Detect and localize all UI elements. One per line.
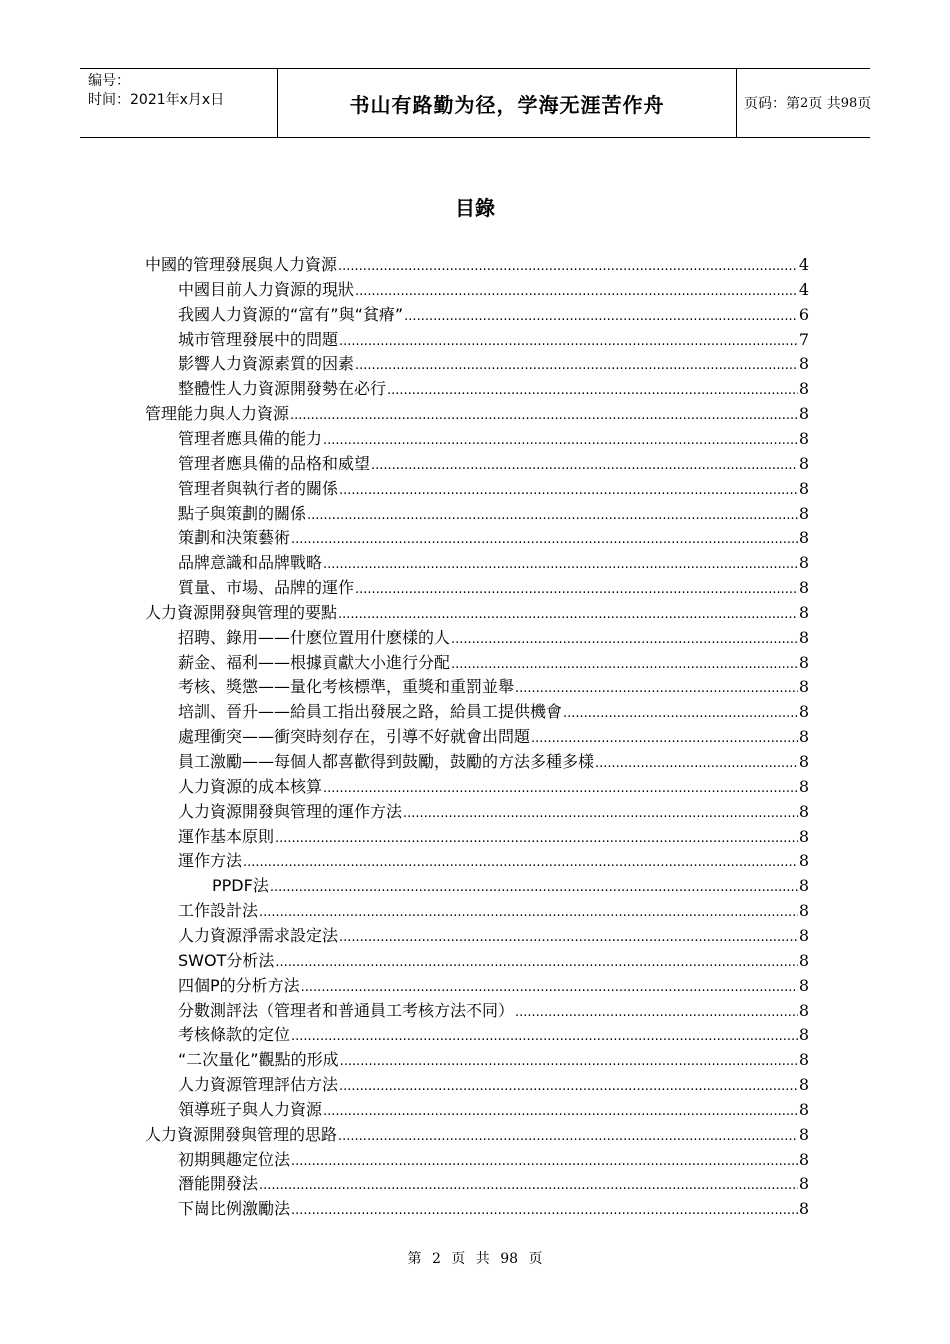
page-number: 2	[800, 95, 809, 111]
toc-entry[interactable]	[178, 775, 809, 799]
toc-entry-page: 8	[798, 826, 809, 846]
toc-entry[interactable]	[178, 825, 809, 849]
toc-leader-dots	[290, 404, 798, 428]
toc-entry-title: 影響人力資源素質的因素	[178, 354, 355, 374]
toc-leader-dots	[291, 528, 798, 552]
toc-leader-dots	[371, 454, 798, 478]
toc-entry-page: 8	[798, 578, 809, 598]
toc-leader-dots	[563, 702, 798, 726]
toc-entry-title: 員工激勵——每個人都喜歡得到鼓勵，鼓勵的方法多種多樣	[178, 752, 595, 771]
toc-entry-title: 管理者應具備的品格和威望	[178, 453, 371, 473]
toc-entry[interactable]	[178, 477, 809, 501]
toc-entry-page: 8	[798, 776, 809, 796]
toc-leader-dots	[451, 628, 798, 652]
toc-entry-page: 8	[798, 1124, 809, 1144]
toc-entry-page: 8	[798, 851, 809, 871]
page-mid: 页 共	[808, 96, 841, 112]
toc-entry-page: 8	[798, 379, 809, 399]
toc-entry-page: 8	[798, 627, 809, 647]
toc-entry-title: 運作方法	[178, 851, 243, 871]
toc-leader-dots	[339, 926, 798, 950]
page-footer: 第 2 页 共 98 页	[407, 1251, 543, 1267]
toc-entry[interactable]	[178, 1023, 809, 1047]
toc-leader-dots	[323, 777, 798, 801]
toc-entry-page: 8	[798, 801, 809, 821]
toc-entry[interactable]	[178, 1197, 809, 1221]
date-label: 时间：2021年x月x日	[88, 92, 225, 108]
toc-entry[interactable]	[178, 526, 809, 550]
toc-entry[interactable]	[145, 253, 809, 277]
toc-leader-dots	[340, 1050, 798, 1074]
toc-entry-page: 8	[798, 503, 809, 523]
toc-leader-dots	[338, 255, 798, 279]
toc-entry-page: 8	[798, 1000, 809, 1020]
toc-entry[interactable]	[178, 303, 809, 327]
toc-entry-page: 8	[798, 453, 809, 473]
toc-entry[interactable]	[178, 626, 809, 650]
toc-entry-page: 8	[798, 1025, 809, 1045]
toc-entry-page: 8	[798, 702, 809, 722]
toc-entry[interactable]	[145, 1123, 809, 1147]
toc-entry-title: 點子與策劃的關係	[178, 503, 307, 523]
toc-entry-title: 人力資源開發與管理的思路	[145, 1124, 338, 1144]
header-meta	[80, 69, 278, 137]
toc-leader-dots	[323, 553, 798, 577]
toc-entry-page: 4	[798, 255, 809, 274]
toc-entry-title: SWOT分析法	[178, 950, 275, 970]
toc-entry-page: 8	[798, 1099, 809, 1119]
toc-entry-title: 考核、獎懲——量化考核標準，重獎和重罰並舉	[178, 677, 515, 697]
toc-leader-dots	[291, 1199, 798, 1223]
toc-entry-title: 管理者應具備的能力	[178, 428, 323, 448]
toc-entry-page: 8	[798, 354, 809, 374]
toc-entry-title: 初期興趣定位法	[178, 1149, 291, 1169]
toc-entry[interactable]	[178, 899, 809, 923]
toc-entry-page: 8	[798, 1199, 809, 1219]
toc-leader-dots	[301, 976, 798, 1000]
toc-entry[interactable]	[178, 800, 809, 824]
toc-entry-title: 四個P的分析方法	[178, 975, 300, 995]
toc-leader-dots	[355, 578, 798, 602]
toc-entry[interactable]	[145, 601, 809, 625]
toc-entry[interactable]	[178, 725, 809, 749]
toc-entry-page: 6	[798, 304, 809, 324]
toc-leader-dots	[259, 901, 798, 925]
toc-leader-dots	[515, 677, 798, 701]
toc-entry-title: 人力資源開發與管理的要點	[145, 602, 338, 622]
toc-entry-title: 領導班子與人力資源	[178, 1099, 323, 1119]
header-motto: 书山有路勤为径，学海无涯苦作舟	[278, 69, 737, 137]
toc-entry-page: 8	[798, 975, 809, 995]
toc-entry[interactable]	[178, 651, 809, 675]
toc-entry-page: 8	[798, 478, 809, 498]
toc-entry-title: 工作設計法	[178, 901, 259, 921]
toc-leader-dots	[270, 876, 798, 900]
toc-entry-title: 人力資源管理評估方法	[178, 1075, 339, 1095]
toc-entry-page: 8	[798, 1050, 809, 1070]
toc-entry[interactable]	[178, 1172, 809, 1196]
toc-entry-page: 8	[798, 901, 809, 921]
toc-leader-dots	[243, 851, 798, 875]
toc-entry-page: 4	[798, 279, 809, 299]
toc-entry-title: 管理能力與人力資源	[145, 404, 290, 424]
toc-entry[interactable]	[212, 874, 809, 898]
toc-entry-title: 管理者與執行者的關係	[178, 478, 339, 498]
toc-leader-dots	[323, 1100, 798, 1124]
toc-entry-title: 品牌意識和品牌戰略	[178, 553, 323, 573]
toc-entry-title: 人力資源的成本核算	[178, 776, 323, 796]
toc-entry-title: 招聘、錄用——什麽位置用什麽樣的人	[178, 627, 451, 647]
toc-entry-title: 潛能開發法	[178, 1174, 259, 1194]
toc-entry-title: 分數測評法（管理者和普通員工考核方法不同）	[178, 1000, 515, 1020]
toc-entry[interactable]	[178, 328, 809, 352]
toc-entry[interactable]	[178, 924, 809, 948]
toc-entry-title: “二次量化”觀點的形成	[178, 1050, 339, 1070]
toc-entry-page: 8	[798, 925, 809, 945]
toc-entry[interactable]	[178, 1098, 809, 1122]
toc-entry-title: 處理衝突——衝突時刻存在，引導不好就會出問題	[178, 727, 531, 747]
toc-leader-dots	[403, 802, 798, 826]
toc-leader-dots	[275, 827, 798, 851]
toc-entry-page: 7	[798, 329, 809, 349]
toc-leader-dots	[338, 1125, 798, 1149]
toc-entry-title: 運作基本原則	[178, 826, 275, 846]
toc-entry-title: 人力資源淨需求設定法	[178, 925, 339, 945]
toc-entry[interactable]	[178, 377, 809, 401]
serial-label: 编号：	[88, 73, 130, 89]
toc-entry[interactable]	[178, 576, 809, 600]
page-total: 98	[840, 95, 858, 111]
page-header	[80, 68, 870, 138]
toc-leader-dots	[339, 330, 798, 354]
toc-entry-page: 8	[798, 1075, 809, 1095]
toc-entry-page: 8	[798, 528, 809, 548]
toc-entry[interactable]	[178, 427, 809, 451]
toc-entry-title: 中國目前人力資源的現狀	[178, 279, 355, 299]
toc-leader-dots	[323, 429, 798, 453]
toc-entry[interactable]	[178, 999, 809, 1023]
toc-entry[interactable]	[178, 278, 809, 302]
toc-entry-page: 8	[798, 876, 809, 896]
toc-entry-title: 策劃和決策藝術	[178, 528, 291, 548]
toc-entry[interactable]	[178, 452, 809, 476]
toc-entry[interactable]	[178, 1148, 809, 1172]
toc-leader-dots	[387, 379, 798, 403]
toc-leader-dots	[259, 1174, 798, 1198]
toc-entry[interactable]	[145, 402, 809, 426]
toc-leader-dots	[515, 1001, 798, 1025]
toc-entry-page: 8	[798, 950, 809, 970]
toc-entry[interactable]	[178, 974, 809, 998]
toc-entry-title: 人力資源開發與管理的運作方法	[178, 801, 403, 821]
toc-leader-dots	[275, 951, 797, 975]
toc-leader-dots	[531, 727, 798, 751]
toc-entry-title: 我國人力資源的“富有”與“貧瘠”	[178, 304, 404, 324]
page-prefix: 页码：第	[744, 96, 800, 112]
toc-entry[interactable]	[178, 551, 809, 575]
toc-entry[interactable]	[178, 675, 809, 699]
toc-leader-dots	[339, 479, 798, 503]
toc-entry-page: 8	[798, 404, 809, 424]
toc-entry-page: 8	[798, 1149, 809, 1169]
toc-entry-title: 考核條款的定位	[178, 1025, 291, 1045]
toc-entry-page: 8	[798, 677, 809, 697]
toc-leader-dots	[355, 280, 798, 304]
toc-entry-title: 城市管理發展中的問題	[178, 329, 339, 349]
toc-leader-dots	[339, 1075, 798, 1099]
toc-entry-title: 質量、市場、品牌的運作	[178, 578, 355, 598]
toc-entry[interactable]	[178, 750, 809, 774]
toc-entry[interactable]	[178, 949, 809, 973]
toc-leader-dots	[404, 305, 798, 329]
toc-entry-page: 8	[798, 752, 809, 771]
toc-title: 目錄	[455, 196, 495, 220]
toc-leader-dots	[595, 752, 798, 776]
toc-entry[interactable]	[178, 700, 809, 724]
toc-entry-title: 整體性人力資源開發勢在必行	[178, 379, 387, 399]
toc-entry-page: 8	[798, 1174, 809, 1194]
toc-entry[interactable]	[178, 1048, 809, 1072]
toc-leader-dots	[291, 1025, 798, 1049]
toc-entry[interactable]	[178, 352, 809, 376]
toc-entry-title: 下崗比例激勵法	[178, 1199, 291, 1219]
toc-entry-page: 8	[798, 553, 809, 573]
toc-entry-title: PPDF法	[212, 876, 269, 896]
toc-entry-page: 8	[798, 428, 809, 448]
page-suffix: 页	[857, 96, 872, 112]
toc-leader-dots	[307, 504, 798, 528]
toc-entry-title: 培訓、晉升——給員工指出發展之路，給員工提供機會	[178, 702, 563, 722]
toc-entry-title: 薪金、福利——根據貢獻大小進行分配	[178, 652, 451, 672]
toc-leader-dots	[338, 603, 798, 627]
toc-leader-dots	[355, 354, 798, 378]
toc-entry-page: 8	[798, 602, 809, 622]
toc-entry[interactable]	[178, 849, 809, 873]
header-page-info	[736, 69, 870, 137]
toc-entry-page: 8	[798, 652, 809, 672]
toc-entry-page: 8	[798, 727, 809, 747]
toc-entry[interactable]	[178, 1073, 809, 1097]
toc-leader-dots	[451, 653, 798, 677]
toc-entry[interactable]	[178, 502, 809, 526]
toc-entry-title: 中國的管理發展與人力資源	[145, 255, 338, 274]
toc-leader-dots	[291, 1150, 798, 1174]
